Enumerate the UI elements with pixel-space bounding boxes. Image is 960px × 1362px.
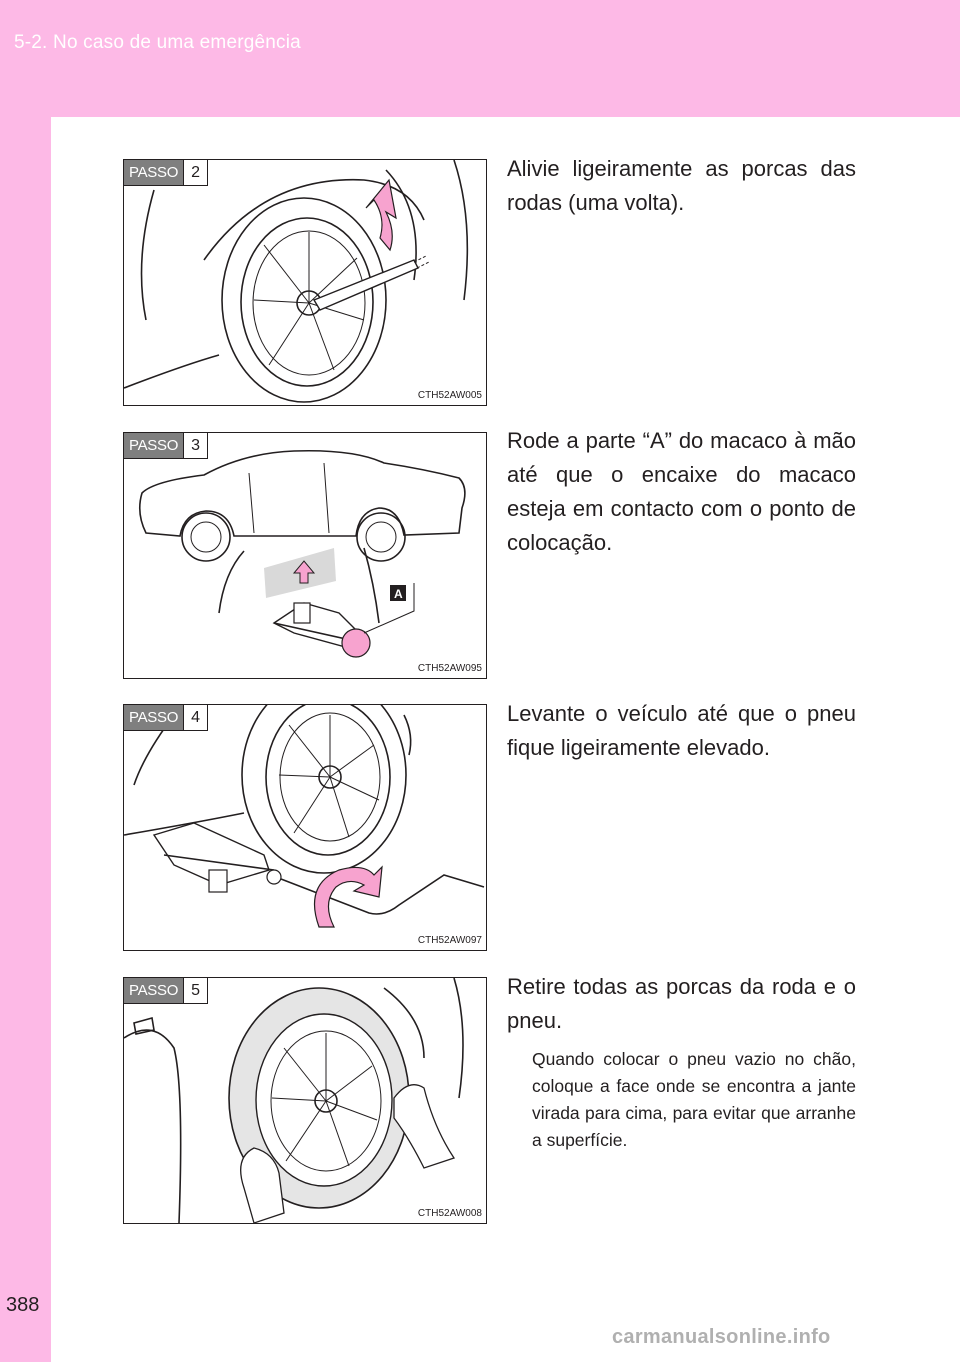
step-badge: PASSO 2 (124, 160, 208, 186)
step-5-note: Quando colocar o pneu vazio no chão, coloque a face onde se encontra a jante virada para cima, para evitar que arranhe a superfície. (532, 1049, 856, 1150)
figure-step-3 (123, 432, 487, 679)
figure-code: CTH52AW008 (417, 1208, 482, 1219)
section-header (0, 0, 960, 117)
step-badge: PASSO 3 (124, 433, 208, 459)
figure-step-2 (123, 159, 487, 406)
step-3-text: Rode a parte “A” do macaco à mão até que o encaixe do macaco esteja em contacto com o ponto de colocação. (507, 428, 856, 555)
figure-step-4 (123, 704, 487, 951)
car-jack-illustration (124, 433, 486, 678)
step-badge: PASSO 4 (124, 705, 208, 731)
raising-vehicle-illustration (124, 705, 486, 950)
side-tab (0, 117, 51, 1362)
removing-tire-illustration (124, 978, 486, 1223)
watermark: carmanualsonline.info (612, 1326, 831, 1348)
figure-code: CTH52AW095 (417, 663, 482, 674)
step-4-text: Levante o veículo até que o pneu fique ligeiramente elevado. (507, 701, 856, 760)
step-badge: PASSO 5 (124, 978, 208, 1004)
figure-step-5 (123, 977, 487, 1224)
callout-letter: A (394, 587, 403, 601)
page-number: 388 (6, 1294, 40, 1316)
figure-code: CTH52AW097 (417, 935, 482, 946)
wheel-wrench-illustration (124, 160, 486, 405)
step-2-text: Alivie ligeiramente as porcas das rodas (uma volta). (507, 156, 856, 215)
section-title: 5-2. No caso de uma emergência (14, 32, 301, 53)
step-5-text: Retire todas as porcas da roda e o pneu. (507, 974, 856, 1033)
figure-code: CTH52AW005 (417, 390, 482, 401)
